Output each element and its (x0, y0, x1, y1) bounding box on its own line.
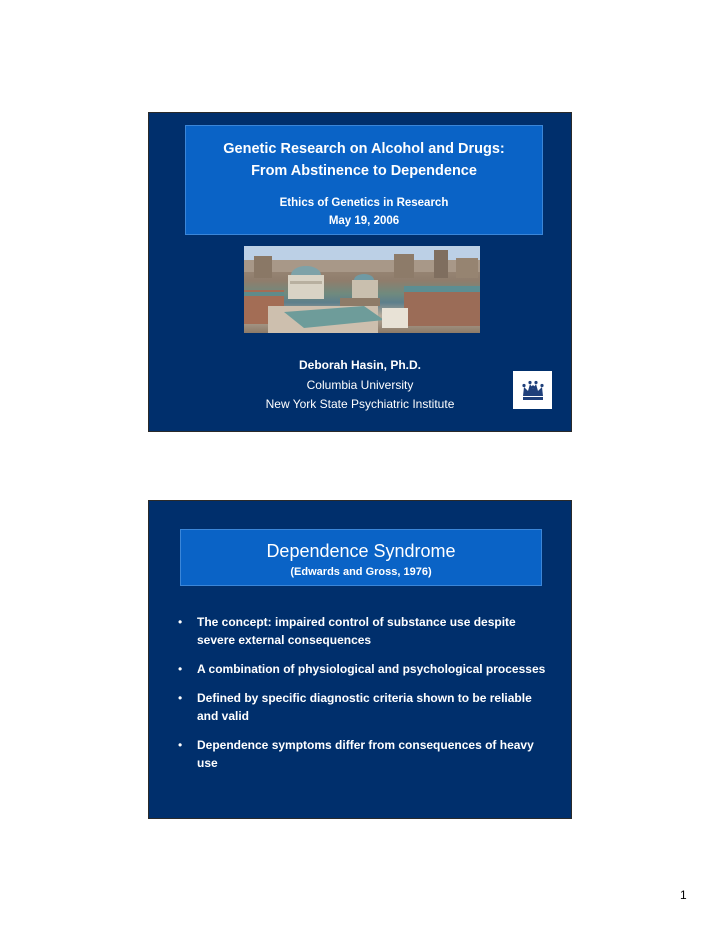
slide-1-subtitle (186, 194, 542, 230)
bullet-dot-icon: • (178, 615, 183, 629)
slide-2 (148, 500, 572, 819)
slide-2-title-box (180, 529, 542, 586)
campus-photo (244, 246, 480, 333)
slide-2-subtitle: (Edwards and Gross, 1976) (290, 566, 432, 578)
author-name: Deborah Hasin, Ph.D. (298, 358, 422, 372)
bullet-item: • A combination of physiological and psychological processes (178, 662, 546, 676)
bullet-dot-icon: • (178, 691, 183, 705)
title-line-2: From Abstinence to Dependence (251, 163, 477, 179)
title-line-1: Genetic Research on Alcohol and Drugs: (223, 141, 505, 157)
bullet-dot-icon: • (178, 738, 183, 752)
bullet-item: • The concept: impaired control of substance use despite severe external consequences (178, 615, 516, 647)
bullet-item: • Dependence symptoms differ from consequences of heavy use (178, 738, 534, 770)
institution-nyspi: New York State Psychiatric Institute (265, 397, 455, 411)
slide-2-title: Dependence Syndrome (266, 541, 456, 561)
subtitle-line-2: May 19, 2006 (328, 215, 400, 227)
slide-1 (148, 112, 572, 432)
bullet-item: • Defined by specific diagnostic criteria shown to be reliable and valid (178, 691, 532, 723)
crown-icon (520, 378, 546, 402)
slide-1-title (186, 138, 542, 182)
columbia-crown-logo (513, 371, 552, 409)
page-number: 1 (680, 888, 687, 902)
institution-columbia: Columbia University (306, 378, 414, 392)
bullet-list (169, 613, 549, 783)
slide-1-title-box (185, 125, 543, 235)
subtitle-line-1: Ethics of Genetics in Research (279, 197, 449, 209)
bullet-dot-icon: • (178, 662, 183, 676)
